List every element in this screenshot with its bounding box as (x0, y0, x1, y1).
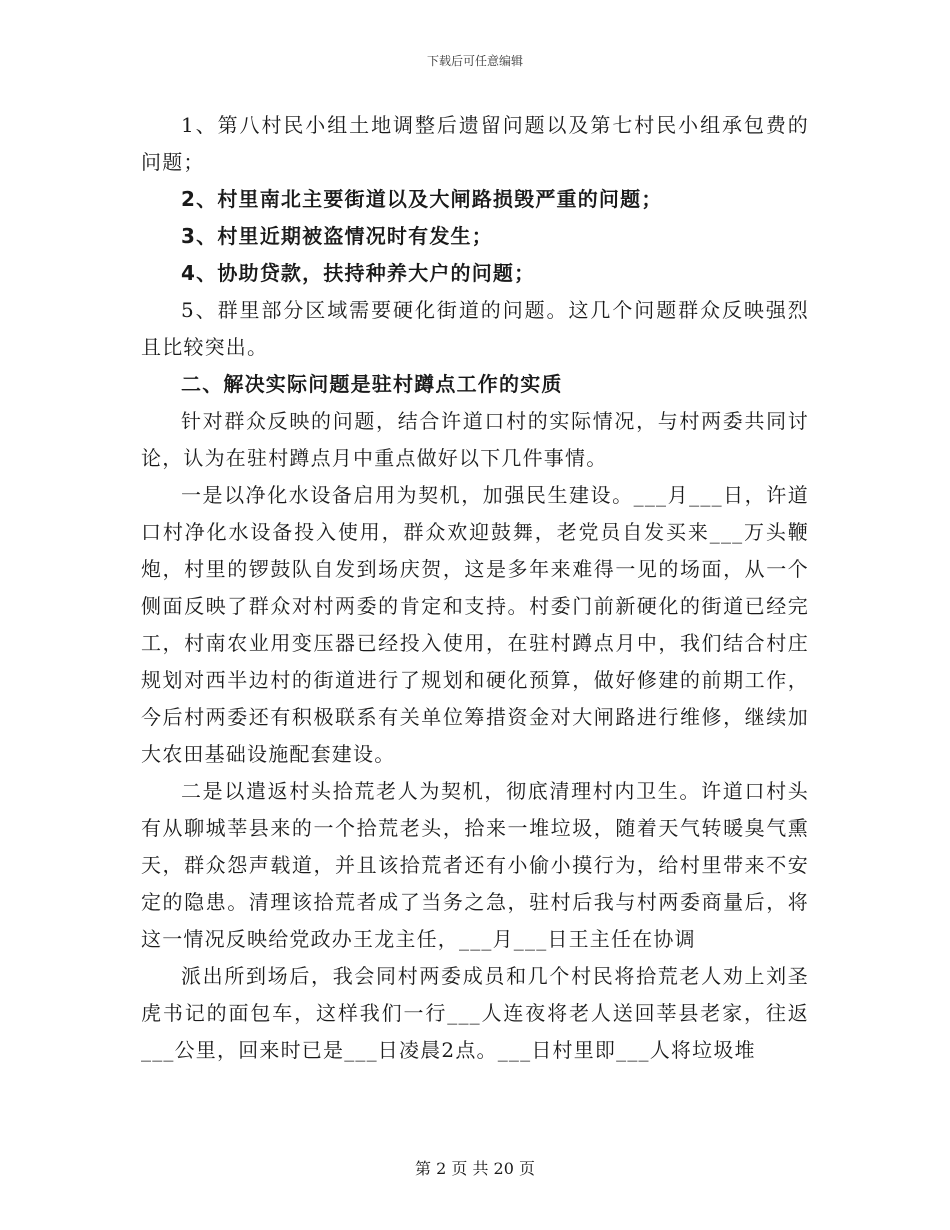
paragraph-second-task: 二是以遣返村头拾荒老人为契机，彻底清理村内卫生。许道口村头有从聊城莘县来的一个拾荒老头，拾来一堆垃圾，随着天气转暖臭气熏天，群众怨声载道，并且该拾荒者还有小偷小摸行为，给村里带来不安定的隐患。清理该拾荒者成了当务之急，驻村后我与村两委商量后，将这一情况反映给党政办王龙主任，___月___日王主任在协调 (141, 779, 809, 951)
paragraph-item-4: 4、协助贷款，扶持种养大户的问题； (181, 261, 536, 285)
section-heading: 二、解决实际问题是驻村蹲点工作的实质 (181, 372, 563, 396)
paragraph-first-task: 一是以净化水设备启用为契机，加强民生建设。___月___日，许道口村净化水设备投入使用，群众欢迎鼓舞，老党员自发买来___万头鞭炮，村里的锣鼓队自发到场庆贺，这是多年来难得一见的场面，从一个侧面反映了群众对村两委的肯定和支持。村委门前新硬化的街道已经完工，村南农业用变压器已经投入使用，在驻村蹲点月中，我们结合村庄规划对西半边村的街道进行了规划和硬化预算，做好修建的前期工作，今后村两委还有积极联系有关单位筹措资金对大闸路进行维修，继续加大农田基础设施配套建设。 (141, 483, 809, 766)
header-note: 下载后可任意编辑 (426, 54, 523, 68)
paragraph-continuation: 派出所到场后，我会同村两委成员和几个村民将拾荒老人劝上刘圣虎书记的面包车，这样我们一行___人连夜将老人送回莘县老家，往返___公里，回来时已是___日凌晨2点。___日村里即___人将垃圾堆 (141, 964, 809, 1062)
paragraph-item-2: 2、村里南北主要街道以及大闸路损毁严重的问题； (181, 187, 663, 211)
page-number-footer: 第 2 页 共 20 页 (415, 1159, 535, 1178)
paragraph-item-5: 5、群里部分区域需要硬化街道的问题。这几个问题群众反映强烈且比较突出。 (141, 298, 809, 359)
paragraph-item-1: 1、第八村民小组土地调整后遗留问题以及第七村民小组承包费的问题； (141, 113, 809, 174)
paragraph-intro: 针对群众反映的问题，结合许道口村的实际情况，与村两委共同讨论，认为在驻村蹲点月中重点做好以下几件事情。 (141, 409, 809, 470)
paragraph-item-3: 3、村里近期被盗情况时有发生； (181, 224, 493, 248)
document-body (141, 107, 809, 1069)
